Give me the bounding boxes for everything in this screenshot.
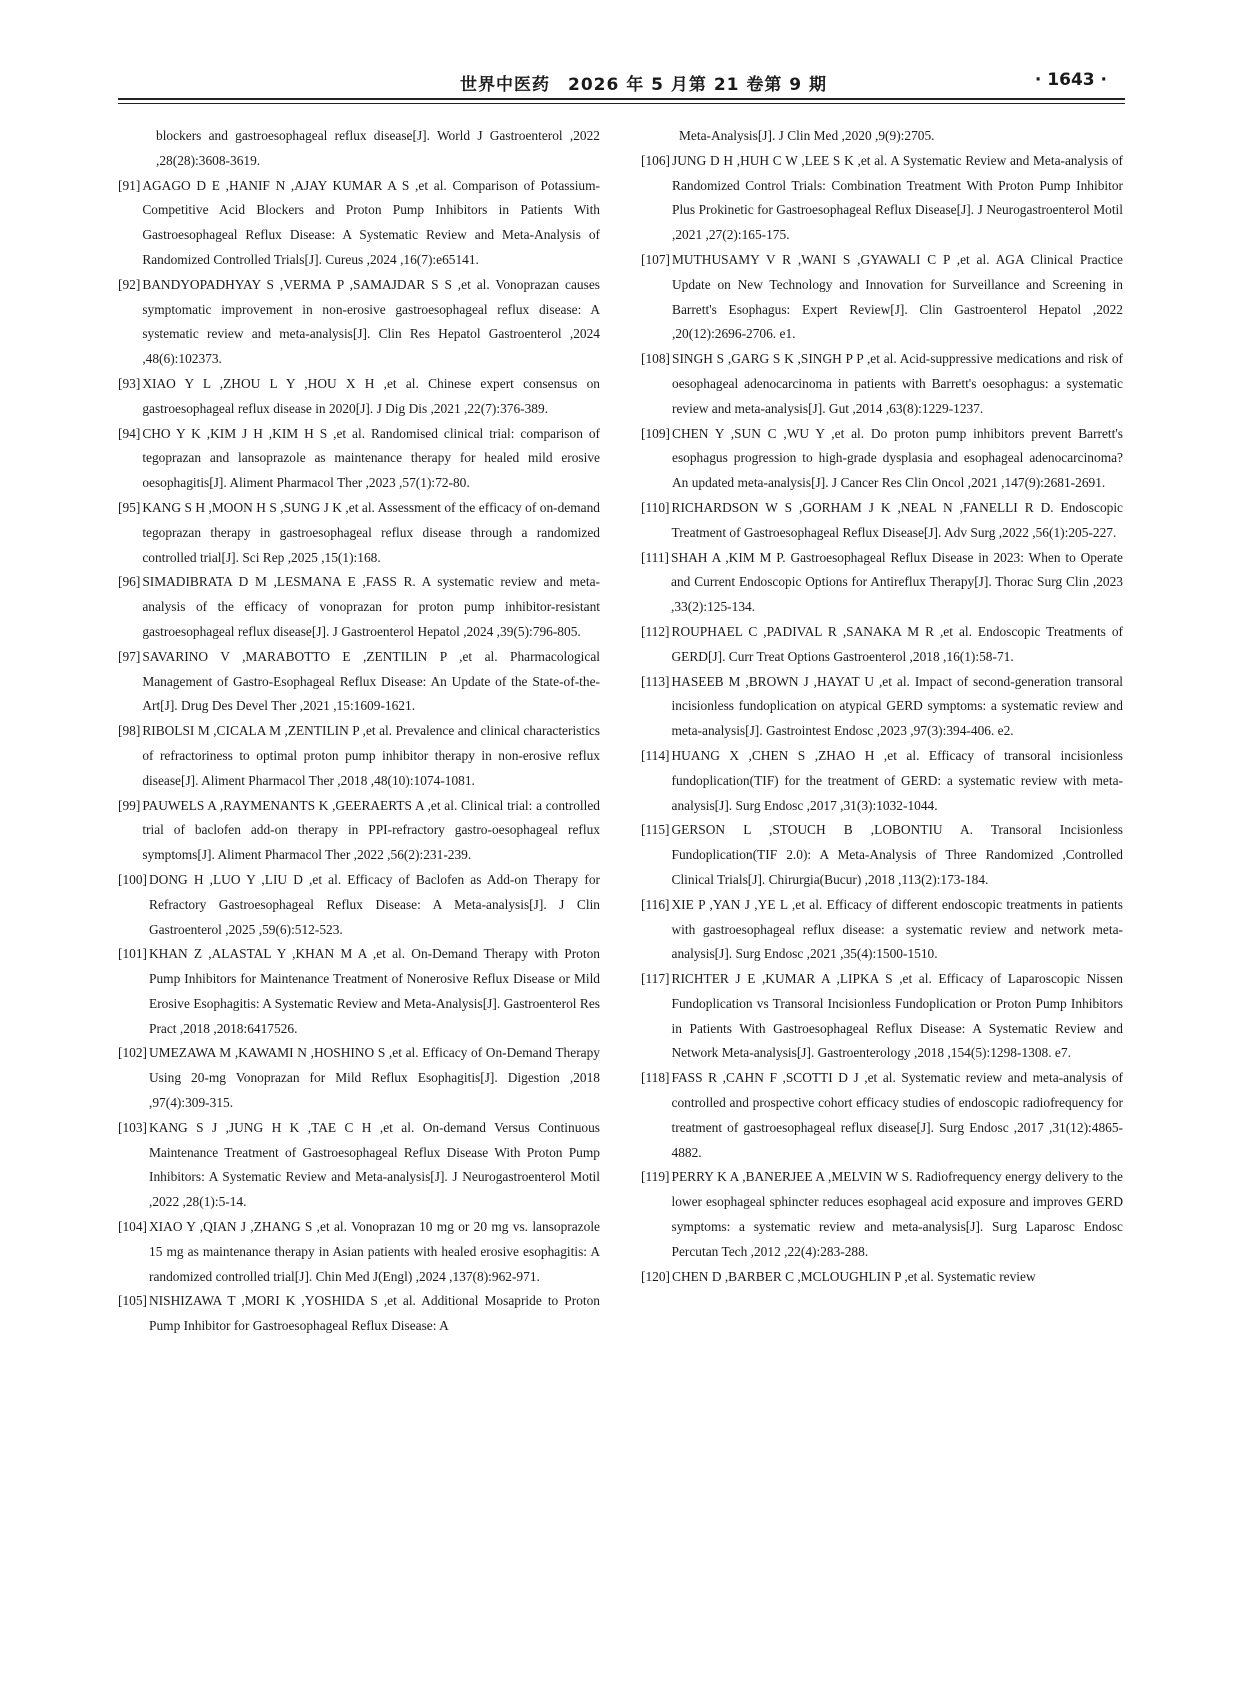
reference-number: [110] <box>641 499 670 515</box>
running-header <box>118 66 1125 96</box>
reference-number: [118] <box>641 1070 670 1086</box>
reference-entry <box>641 1066 1123 1165</box>
reference-number: [97] <box>118 648 141 664</box>
reference-number: [106] <box>641 152 671 168</box>
reference-entry <box>118 942 600 1041</box>
reference-entry <box>118 645 600 719</box>
reference-text: FASS R ,CAHN F ,SCOTTI D J ,et al. Systematic review and meta-analysis of controlled and prospective cohort efficacy studies of endoscopic radiofrequency for treatment of gastroesophageal reflux disease[J]. Surg Endosc ,2017 ,31(12):4865-4882. <box>671 1070 1123 1160</box>
reference-number: [113] <box>641 673 670 689</box>
reference-number: [99] <box>118 797 141 813</box>
reference-text: CHEN Y ,SUN C ,WU Y ,et al. Do proton pump inhibitors prevent Barrett's esophagus progression to high-grade dysplasia and esophageal adenocarcinoma? An updated meta-analysis[J]. J Cancer Res Clin Oncol ,2021 ,147(9):2681-2691. <box>672 425 1123 491</box>
reference-entry <box>641 620 1123 670</box>
reference-entry <box>118 496 600 570</box>
reference-number: [107] <box>641 251 671 267</box>
page-number: · 1643 · <box>1034 70 1107 90</box>
reference-text: ROUPHAEL C ,PADIVAL R ,SANAKA M R ,et al. Endoscopic Treatments of GERD[J]. Curr Treat Options Gastroenterol ,2018 ,16(1):58-71. <box>671 623 1123 664</box>
reference-number: [105] <box>118 1293 148 1309</box>
reference-text: XIAO Y L ,ZHOU L Y ,HOU X H ,et al. Chinese expert consensus on gastroesophageal reflux disease in 2020[J]. J Dig Dis ,2021 ,22(7):376-389. <box>142 375 600 416</box>
reference-entry <box>118 1041 600 1115</box>
reference-text: BANDYOPADHYAY S ,VERMA P ,SAMAJDAR S S ,et al. Vonoprazan causes symptomatic improvement in non-erosive gastroesophageal reflux disease: A systematic review and meta-analysis[J]. Clin Res Hepatol Gastroenterol ,2024 ,48(6):102373. <box>142 276 600 367</box>
reference-number: [104] <box>118 1219 148 1235</box>
reference-column-left <box>118 124 600 1339</box>
reference-text: SINGH S ,GARG S K ,SINGH P P ,et al. Acid-suppressive medications and risk of oesophageal adenocarcinoma in patients with Barrett's oesophagus: a systematic review and meta-analysis[J]. Gut ,2014 ,63(8):1229-1237. <box>672 351 1123 416</box>
reference-text: KANG S J ,JUNG H K ,TAE C H ,et al. On-demand Versus Continuous Maintenance Treatment of Gastroesophageal Reflux Disease With Proton Pump Inhibitors: A Systematic Review and Meta-analysis[J]. J Neurogastroenterol Motil ,2022 ,28(1):5-14. <box>149 1119 600 1210</box>
reference-entry <box>118 273 600 372</box>
reference-text: SIMADIBRATA D M ,LESMANA E ,FASS R. A systematic review and meta-analysis of the efficacy of vonoprazan for proton pump inhibitor-resistant gastroesophageal reflux disease[J]. J Gastroenterol Hepatol ,2024 ,39(5):796-805. <box>142 574 600 639</box>
reference-entry <box>641 546 1123 620</box>
reference-entry <box>641 1165 1123 1264</box>
reference-number: [95] <box>118 499 141 515</box>
reference-text: KHAN Z ,ALASTAL Y ,KHAN M A ,et al. On-Demand Therapy with Proton Pump Inhibitors for Maintenance Treatment of Nonerosive Reflux Disease or Mild Erosive Esophagitis: A Systematic Review and Meta-Analysis[J]. Gastroenterol Res Pract ,2018 ,2018:6417526. <box>149 946 600 1036</box>
header-rule-thin <box>118 103 1125 104</box>
reference-entry <box>641 967 1123 1066</box>
reference-entry <box>641 744 1123 818</box>
reference-entry <box>118 1215 600 1289</box>
reference-entry <box>641 893 1123 967</box>
reference-entry <box>118 422 600 496</box>
reference-number: [112] <box>641 623 670 639</box>
reference-number: [94] <box>118 425 141 441</box>
reference-text: blockers and gastroesophageal reflux disease[J]. World J Gastroenterol ,2022 ,28(28):3608-3619. <box>156 128 600 168</box>
reference-number: [101] <box>118 946 148 962</box>
reference-entry <box>118 174 600 273</box>
reference-number: [93] <box>118 375 141 391</box>
reference-entry <box>641 149 1123 248</box>
reference-text: JUNG D H ,HUH C W ,LEE S K ,et al. A Systematic Review and Meta-analysis of Randomized Control Trials: Combination Treatment With Proton Pump Inhibitor Plus Prokinetic for Gastroesophageal Reflux Disease[J]. J Neurogastroenterol Motil ,2021 ,27(2):165-175. <box>672 152 1123 243</box>
reference-text: SHAH A ,KIM M P. Gastroesophageal Reflux Disease in 2023: When to Operate and Current Endoscopic Options for Antireflux Therapy[J]. Thorac Surg Clin ,2023 ,33(2):125-134. <box>671 549 1123 615</box>
reference-text: KANG S H ,MOON H S ,SUNG J K ,et al. Assessment of the efficacy of on-demand tegoprazan therapy in gastroesophageal reflux disease through a randomized controlled trial[J]. Sci Rep ,2025 ,15(1):168. <box>142 499 600 565</box>
reference-column-right <box>641 124 1123 1289</box>
reference-text: PAUWELS A ,RAYMENANTS K ,GEERAERTS A ,et al. Clinical trial: a controlled trial of baclofen add-on therapy in PPI-refractory gastro-oesophageal reflux symptoms[J]. Aliment Pharmacol Ther ,2022 ,56(2):231-239. <box>142 797 600 863</box>
reference-number: [116] <box>641 896 670 912</box>
reference-number: [120] <box>641 1268 671 1284</box>
reference-text: AGAGO D E ,HANIF N ,AJAY KUMAR A S ,et al. Comparison of Potassium-Competitive Acid Blockers and Proton Pump Inhibitors in Patients With Gastroesophageal Reflux Disease: A Systematic Review and Meta-Analysis of Randomized Controlled Trials[J]. Cureus ,2024 ,16(7):e65141. <box>142 177 600 267</box>
reference-number: [109] <box>641 425 671 441</box>
reference-number: [98] <box>118 723 141 739</box>
reference-number: [117] <box>641 971 670 987</box>
reference-number: [119] <box>641 1169 670 1185</box>
reference-text: RICHTER J E ,KUMAR A ,LIPKA S ,et al. Efficacy of Laparoscopic Nissen Fundoplication vs Transoral Incisionless Fundoplication or Proton Pump Inhibitors in Patients With Gastroesophageal Reflux Disease: A Systematic Review and Network Meta-analysis[J]. Gastroenterology ,2018 ,154(5):1298-1308. e7. <box>671 971 1123 1061</box>
reference-number: [96] <box>118 574 141 590</box>
reference-text: MUTHUSAMY V R ,WANI S ,GYAWALI C P ,et al. AGA Clinical Practice Update on New Technology and Innovation for Surveillance and Screening in Barrett's Esophagus: Expert Review[J]. Clin Gastroenterol Hepatol ,2022 ,20(12):2696-2706. e1. <box>672 251 1123 342</box>
reference-number: [108] <box>641 351 671 367</box>
reference-entry <box>641 818 1123 892</box>
reference-number: [100] <box>118 871 148 887</box>
reference-entry <box>641 496 1123 546</box>
reference-text: NISHIZAWA T ,MORI K ,YOSHIDA S ,et al. Additional Mosapride to Proton Pump Inhibitor for Gastroesophageal Reflux Disease: A <box>149 1293 600 1334</box>
reference-entry <box>641 670 1123 744</box>
reference-text: HUANG X ,CHEN S ,ZHAO H ,et al. Efficacy of transoral incisionless fundoplication(TIF) for the treatment of GERD: a systematic review with meta-analysis[J]. Surg Endosc ,2017 ,31(3):1032-1044. <box>671 747 1123 813</box>
reference-text: CHEN D ,BARBER C ,MCLOUGHLIN P ,et al. Systematic review <box>672 1268 1036 1284</box>
reference-number: [103] <box>118 1119 148 1135</box>
reference-entry <box>118 372 600 422</box>
reference-text: XIAO Y ,QIAN J ,ZHANG S ,et al. Vonoprazan 10 mg or 20 mg vs. lansoprazole 15 mg as maintenance therapy in Asian patients with healed erosive esophagitis: A randomized controlled trial[J]. Chin Med J(Engl) ,2024 ,137(8):962-971. <box>149 1219 600 1284</box>
reference-number: [114] <box>641 747 670 763</box>
reference-entry <box>118 719 600 793</box>
reference-entry <box>118 868 600 942</box>
reference-text: SAVARINO V ,MARABOTTO E ,ZENTILIN P ,et al. Pharmacological Management of Gastro-Esophageal Reflux Disease: An Update of the State-of-the-Art[J]. Drug Des Devel Ther ,2021 ,15:1609-1621. <box>142 648 600 714</box>
reference-entry <box>641 422 1123 496</box>
reference-number: [115] <box>641 822 670 838</box>
reference-entry <box>641 248 1123 347</box>
reference-text: RIBOLSI M ,CICALA M ,ZENTILIN P ,et al. Prevalence and clinical characteristics of refractoriness to optimal proton pump inhibitor therapy in non-erosive reflux disease[J]. Aliment Pharmacol Ther ,2018 ,48(10):1074-1081. <box>142 723 600 788</box>
journal-issue-label: 世界中医药 2026 年 5 月第 21 卷第 9 期 <box>460 75 828 95</box>
reference-entry <box>118 1116 600 1215</box>
reference-entry <box>641 347 1123 421</box>
reference-number: [102] <box>118 1045 148 1061</box>
reference-entry <box>118 794 600 868</box>
reference-text: DONG H ,LUO Y ,LIU D ,et al. Efficacy of Baclofen as Add-on Therapy for Refractory Gastroesophageal Reflux Disease: A Meta-analysis[J]. J Clin Gastroenterol ,2025 ,59(6):512-523. <box>149 871 600 937</box>
reference-text: XIE P ,YAN J ,YE L ,et al. Efficacy of different endoscopic treatments in patients with gastroesophageal reflux disease: a systematic review and network meta-analysis[J]. Surg Endosc ,2021 ,35(4):1500-1510. <box>671 896 1123 962</box>
reference-text: RICHARDSON W S ,GORHAM J K ,NEAL N ,FANELLI R D. Endoscopic Treatment of Gastroesophageal Reflux Disease[J]. Adv Surg ,2022 ,56(1):205-227. <box>671 499 1123 540</box>
reference-text: CHO Y K ,KIM J H ,KIM H S ,et al. Randomised clinical trial: comparison of tegoprazan and lansoprazole as maintenance therapy for healed mild erosive oesophagitis[J]. Aliment Pharmacol Ther ,2023 ,57(1):72-80. <box>142 425 600 491</box>
reference-number: [111] <box>641 549 670 565</box>
header-rule-thick <box>118 98 1125 100</box>
reference-number: [92] <box>118 276 141 292</box>
reference-text: HASEEB M ,BROWN J ,HAYAT U ,et al. Impact of second-generation transoral incisionless fundoplication on atypical GERD symptoms: a systematic review and meta-analysis[J]. Gastrointest Endosc ,2023 ,97(3):394-406. e2. <box>671 673 1123 739</box>
reference-text: GERSON L ,STOUCH B ,LOBONTIU A. Transoral Incisionless Fundoplication(TIF 2.0): A Meta-Analysis of Three Randomized ,Controlled Clinical Trials[J]. Chirurgia(Bucur) ,2018 ,113(2):173-184. <box>671 822 1123 887</box>
reference-entry <box>641 1265 1123 1290</box>
reference-text: Meta-Analysis[J]. J Clin Med ,2020 ,9(9):2705. <box>679 128 935 143</box>
reference-entry <box>118 124 600 174</box>
reference-entry <box>118 1289 600 1339</box>
reference-text: PERRY K A ,BANERJEE A ,MELVIN W S. Radiofrequency energy delivery to the lower esophageal sphincter reduces esophageal acid exposure and improves GERD symptoms: a systematic review and meta-analysis[J]. Surg Laparosc Endosc Percutan Tech ,2012 ,22(4):283-288. <box>671 1169 1123 1259</box>
reference-text: UMEZAWA M ,KAWAMI N ,HOSHINO S ,et al. Efficacy of On-Demand Therapy Using 20-mg Vonoprazan for Mild Reflux Esophagitis[J]. Digestion ,2018 ,97(4):309-315. <box>149 1045 600 1111</box>
reference-entry <box>641 124 1123 149</box>
reference-number: [91] <box>118 177 141 193</box>
reference-entry <box>118 570 600 644</box>
